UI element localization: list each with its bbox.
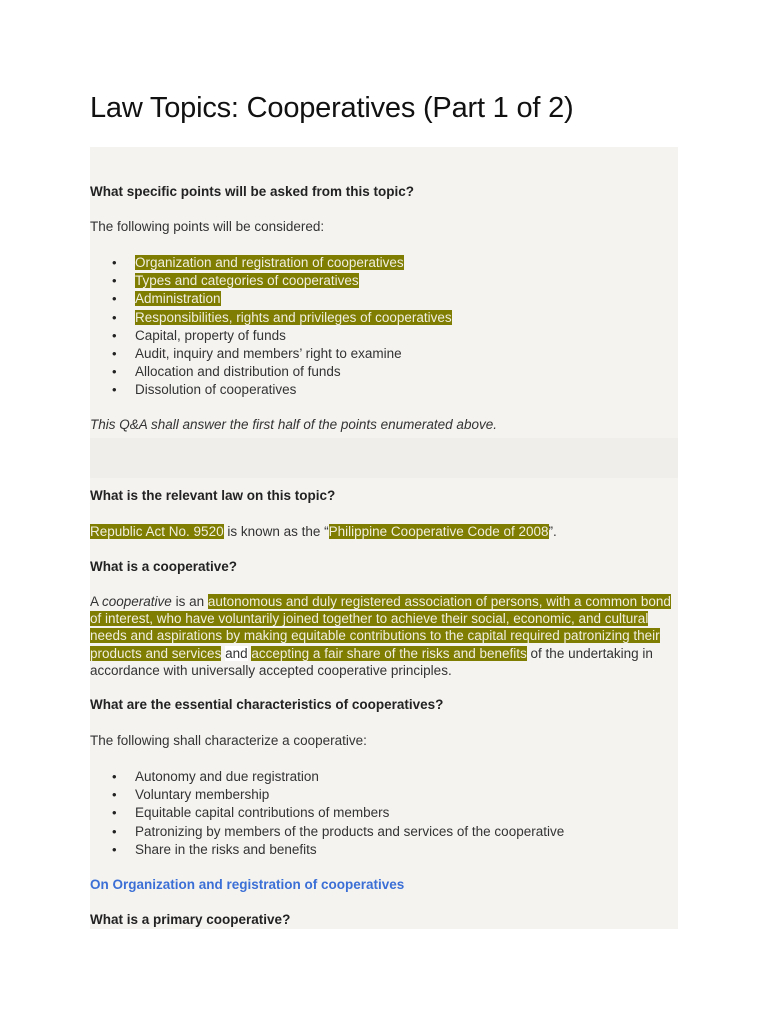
list-item: • Allocation and distribution of funds [90, 363, 452, 381]
list-item: • Capital, property of funds [90, 327, 452, 345]
list-item: • Dissolution of cooperatives [90, 381, 452, 399]
list-item: • Administration [90, 290, 452, 308]
panel-shade [90, 438, 678, 478]
list-item: • Responsibilities, rights and privileges of cooperatives [90, 309, 452, 327]
question-what-is-cooperative: What is a cooperative? [90, 559, 238, 574]
question-specific-points: What specific points will be asked from this topic? [90, 184, 415, 199]
list-item: • Patronizing by members of the products and services of the cooperative [90, 823, 564, 841]
law-answer: Republic Act No. 9520 is known as the “Philippine Cooperative Code of 2008”. [90, 524, 557, 539]
cooperative-definition: A cooperative is an autonomous and duly registered association of persons, with a common bond of interest, who have voluntarily joined together to achieve their social, economic, and cultural needs and aspirations by making equitable contributions to the capital required patronizing their products and services and accepting a fair share of the risks and benefits of the undertaking in accordance with universally accepted cooperative principles. [90, 594, 671, 678]
characteristics-intro: The following shall characterize a cooperative: [90, 733, 367, 748]
list-item: • Types and categories of cooperatives [90, 272, 452, 290]
question-primary-cooperative: What is a primary cooperative? [90, 912, 291, 927]
points-intro: The following points will be considered: [90, 219, 325, 234]
law-code-name: Philippine Cooperative Code of 2008 [328, 524, 549, 539]
question-characteristics: What are the essential characteristics of cooperatives? [90, 697, 444, 712]
list-item: • Equitable capital contributions of members [90, 804, 564, 822]
scope-note: This Q&A shall answer the first half of the points enumerated above. [90, 417, 497, 432]
list-item: • Audit, inquiry and members’ right to examine [90, 345, 452, 363]
list-item: • Organization and registration of cooperatives [90, 254, 452, 272]
page-title: Law Topics: Cooperatives (Part 1 of 2) [90, 92, 574, 124]
list-item: • Share in the risks and benefits [90, 841, 564, 859]
points-list [90, 254, 452, 400]
question-relevant-law: What is the relevant law on this topic? [90, 488, 336, 503]
term-cooperative: cooperative [102, 594, 172, 609]
section-link-organization[interactable]: On Organization and registration of cooperatives [90, 877, 405, 892]
list-item: • Voluntary membership [90, 786, 564, 804]
list-item: • Autonomy and due registration [90, 768, 564, 786]
characteristics-list [90, 768, 564, 859]
law-act-name: Republic Act No. 9520 [90, 524, 224, 539]
content-panel [90, 147, 678, 929]
